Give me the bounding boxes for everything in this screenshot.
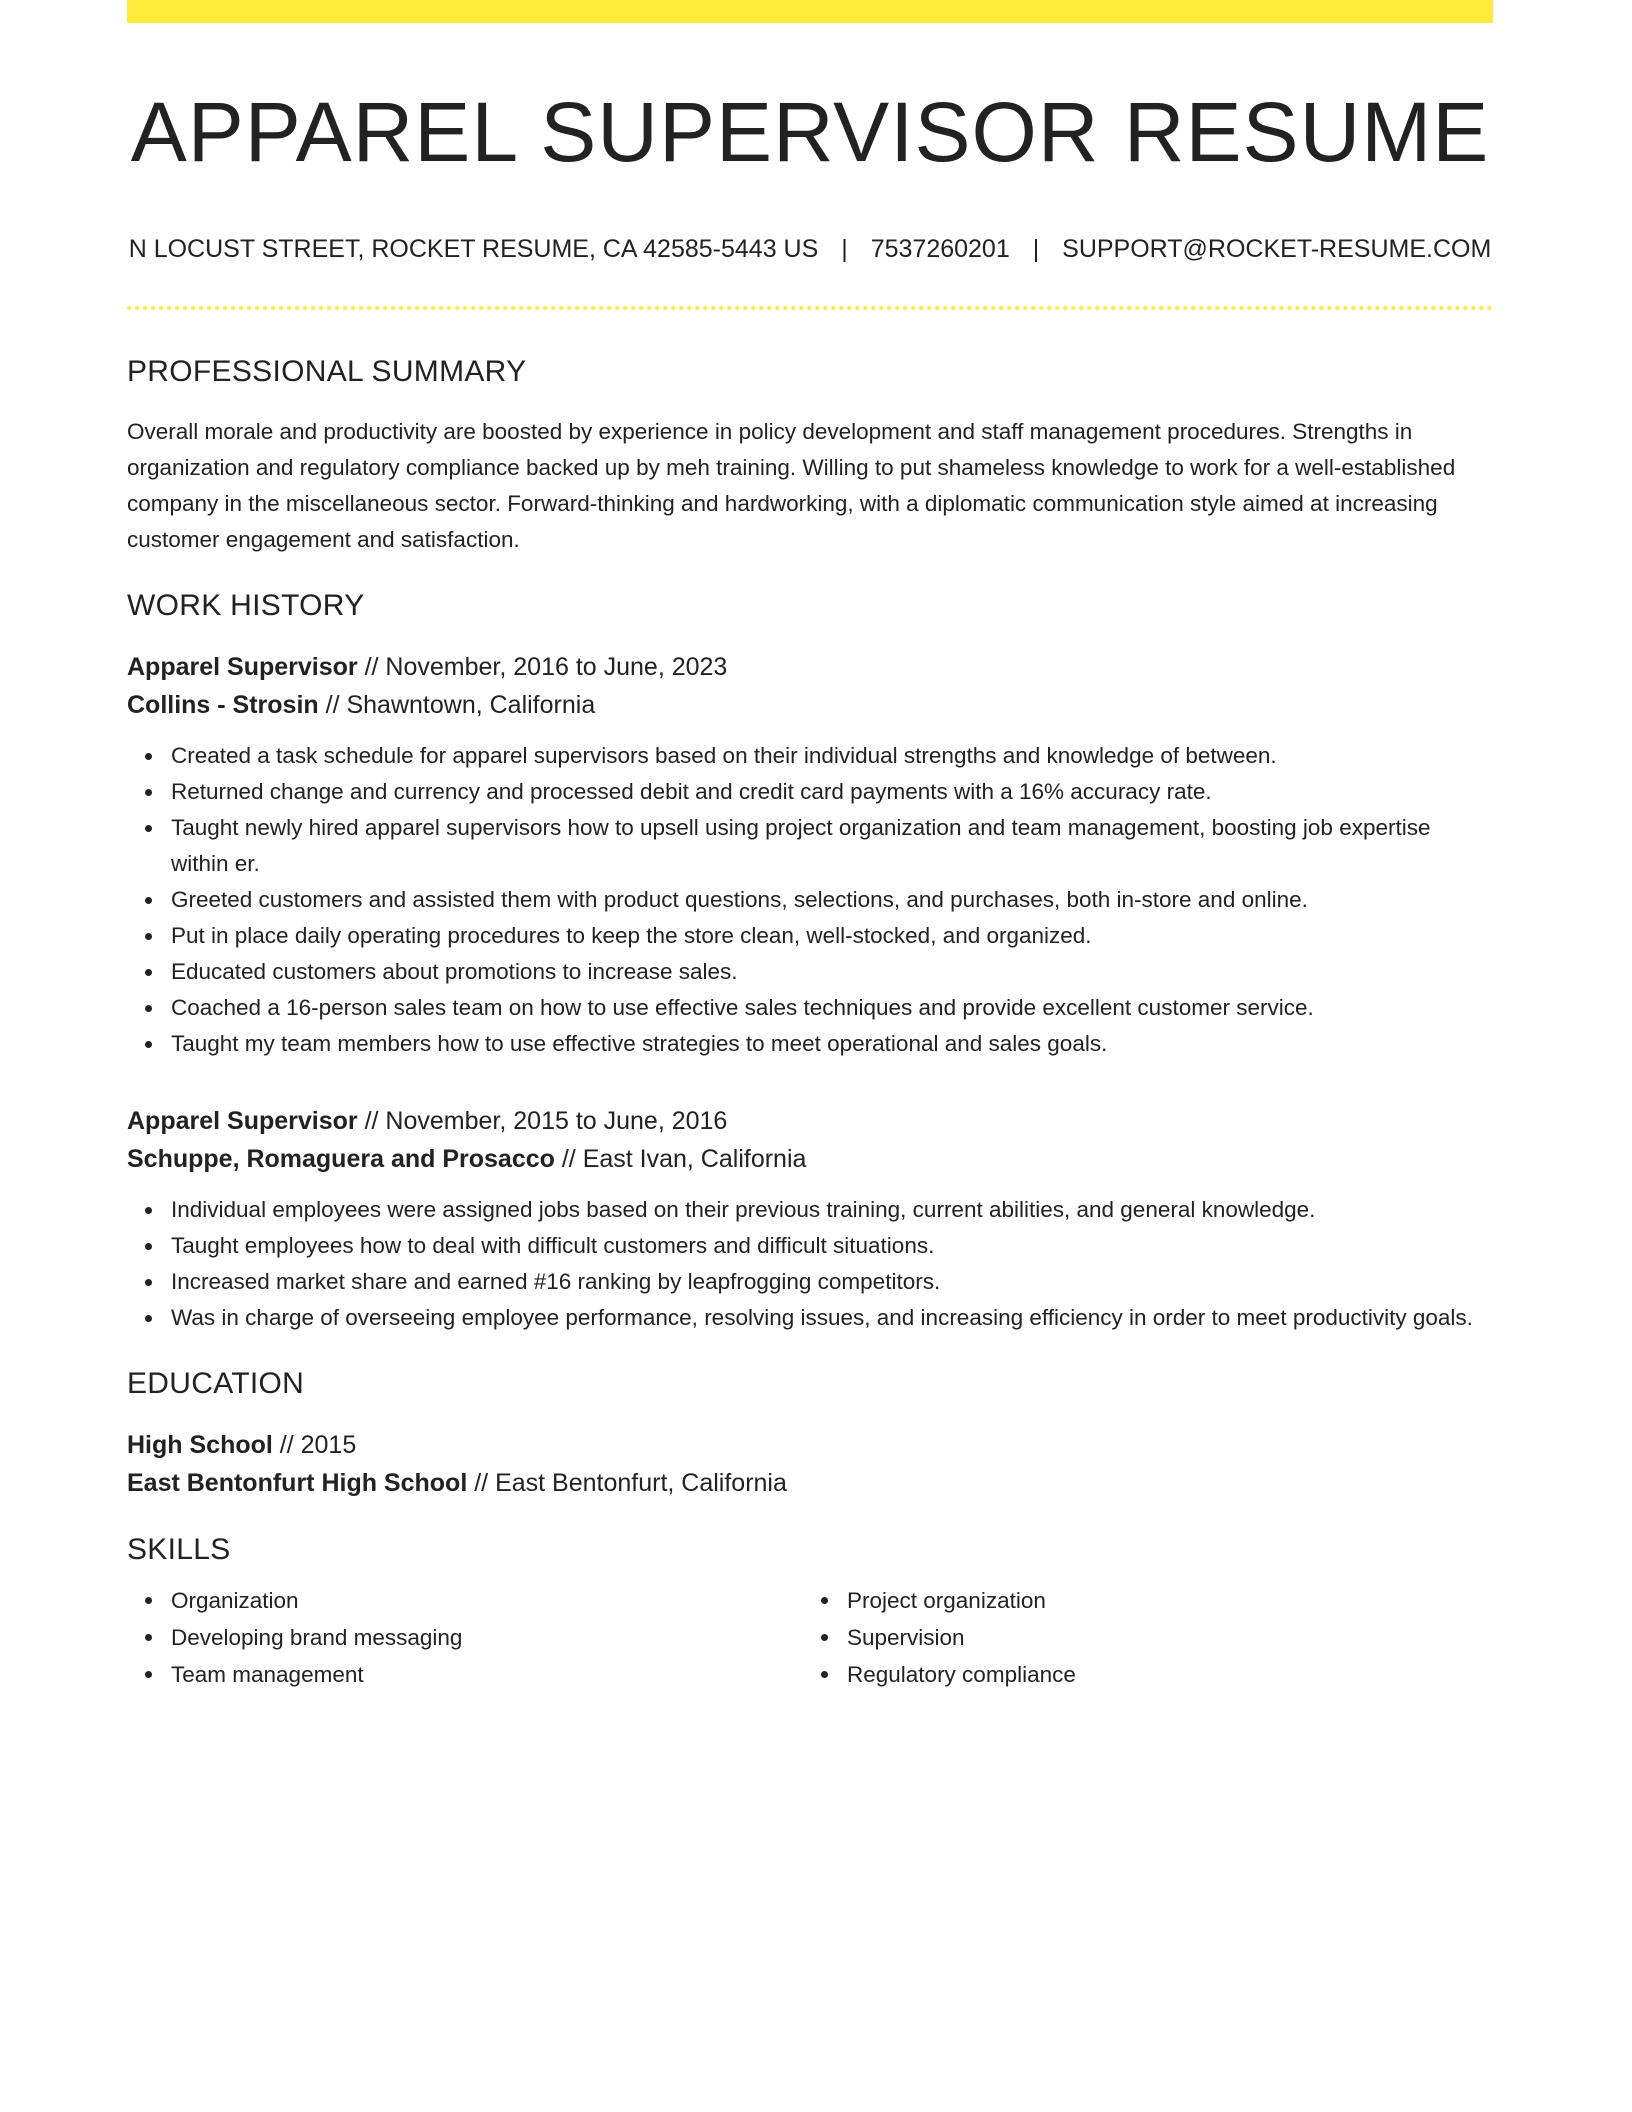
list-item: Created a task schedule for apparel supervisors based on their individual strengths and knowledge of between. bbox=[171, 738, 1493, 774]
education-location: // East Bentonfurt, California bbox=[474, 1469, 787, 1497]
job-dates: // November, 2015 to June, 2016 bbox=[364, 1107, 728, 1135]
education-year: // 2015 bbox=[279, 1431, 357, 1459]
list-item: Was in charge of overseeing employee performance, resolving issues, and increasing efficiency in order to meet productivity goals. bbox=[171, 1300, 1493, 1336]
job-title: Apparel Supervisor bbox=[127, 653, 358, 681]
skill-item: Supervision bbox=[847, 1619, 1479, 1656]
job-entry bbox=[127, 648, 1493, 1062]
job-company-line bbox=[127, 686, 1493, 724]
job-company-line bbox=[127, 1140, 1493, 1178]
contact-address: N LOCUST STREET, ROCKET RESUME, CA 42585-5443 US bbox=[128, 235, 819, 263]
list-item: Taught my team members how to use effective strategies to meet operational and sales goals. bbox=[171, 1026, 1493, 1062]
job-dates: // November, 2016 to June, 2023 bbox=[364, 653, 728, 681]
contact-separator: | bbox=[1032, 235, 1040, 263]
education-heading: EDUCATION bbox=[127, 1367, 305, 1400]
job-bullet-list bbox=[127, 1192, 1493, 1336]
job-bullet-list bbox=[127, 738, 1493, 1062]
list-item: Educated customers about promotions to increase sales. bbox=[171, 954, 1493, 990]
summary-heading: PROFESSIONAL SUMMARY bbox=[127, 355, 527, 388]
job-location: // East Ivan, California bbox=[561, 1145, 807, 1173]
skill-item: Project organization bbox=[847, 1582, 1479, 1619]
work-history-heading: WORK HISTORY bbox=[127, 589, 365, 622]
list-item: Put in place daily operating procedures to keep the store clean, well-stocked, and organized. bbox=[171, 918, 1493, 954]
list-item: Greeted customers and assisted them with product questions, selections, and purchases, both in-store and online. bbox=[171, 882, 1493, 918]
skills-columns bbox=[127, 1582, 1493, 1693]
skill-item: Organization bbox=[171, 1582, 803, 1619]
job-title-line bbox=[127, 648, 1493, 686]
skill-item: Developing brand messaging bbox=[171, 1619, 803, 1656]
job-entry bbox=[127, 1102, 1493, 1336]
job-title: Apparel Supervisor bbox=[127, 1107, 358, 1135]
summary-text: Overall morale and productivity are boosted by experience in policy development and staff management procedures. Strengths in organization and regulatory compliance backed up by meh training. Willing to put shameless knowledge to work for a well-established company in the miscellaneous sector. Forward-thinking and hardworking, with a diplomatic communication style aimed at increasing customer engagement and satisfaction. bbox=[127, 419, 1456, 552]
dotted-divider bbox=[127, 306, 1493, 310]
resume-page bbox=[127, 0, 1493, 1693]
contact-phone: 7537260201 bbox=[870, 235, 1010, 263]
list-item: Individual employees were assigned jobs based on their previous training, current abilities, and general knowledge. bbox=[171, 1192, 1493, 1228]
resume-title: APPAREL SUPERVISOR RESUME bbox=[130, 85, 1490, 179]
skills-heading: SKILLS bbox=[127, 1533, 231, 1566]
contact-separator: | bbox=[841, 235, 848, 263]
education-degree-line bbox=[127, 1426, 1493, 1464]
list-item: Returned change and currency and processed debit and credit card payments with a 16% accuracy rate. bbox=[171, 774, 1493, 810]
list-item: Taught employees how to deal with difficult customers and difficult situations. bbox=[171, 1228, 1493, 1264]
education-school-line bbox=[127, 1464, 1493, 1502]
education-school: East Bentonfurt High School bbox=[127, 1469, 468, 1497]
education-degree: High School bbox=[127, 1431, 273, 1459]
contact-email: SUPPORT@ROCKET-RESUME.COM bbox=[1062, 235, 1492, 263]
skill-item: Regulatory compliance bbox=[847, 1656, 1479, 1693]
job-company: Collins - Strosin bbox=[127, 691, 319, 719]
education-entry bbox=[127, 1426, 1493, 1502]
skills-list-left bbox=[127, 1582, 803, 1693]
list-item: Coached a 16-person sales team on how to use effective sales techniques and provide excellent customer service. bbox=[171, 990, 1493, 1026]
skill-item: Team management bbox=[171, 1656, 803, 1693]
job-company: Schuppe, Romaguera and Prosacco bbox=[127, 1145, 555, 1173]
list-item: Increased market share and earned #16 ranking by leapfrogging competitors. bbox=[171, 1264, 1493, 1300]
skills-list-right bbox=[803, 1582, 1479, 1693]
contact-line bbox=[127, 234, 1493, 264]
accent-top-bar bbox=[127, 0, 1493, 23]
job-title-line bbox=[127, 1102, 1493, 1140]
job-location: // Shawntown, California bbox=[325, 691, 596, 719]
list-item: Taught newly hired apparel supervisors how to upsell using project organization and team management, boosting job expertise within er. bbox=[171, 810, 1493, 882]
